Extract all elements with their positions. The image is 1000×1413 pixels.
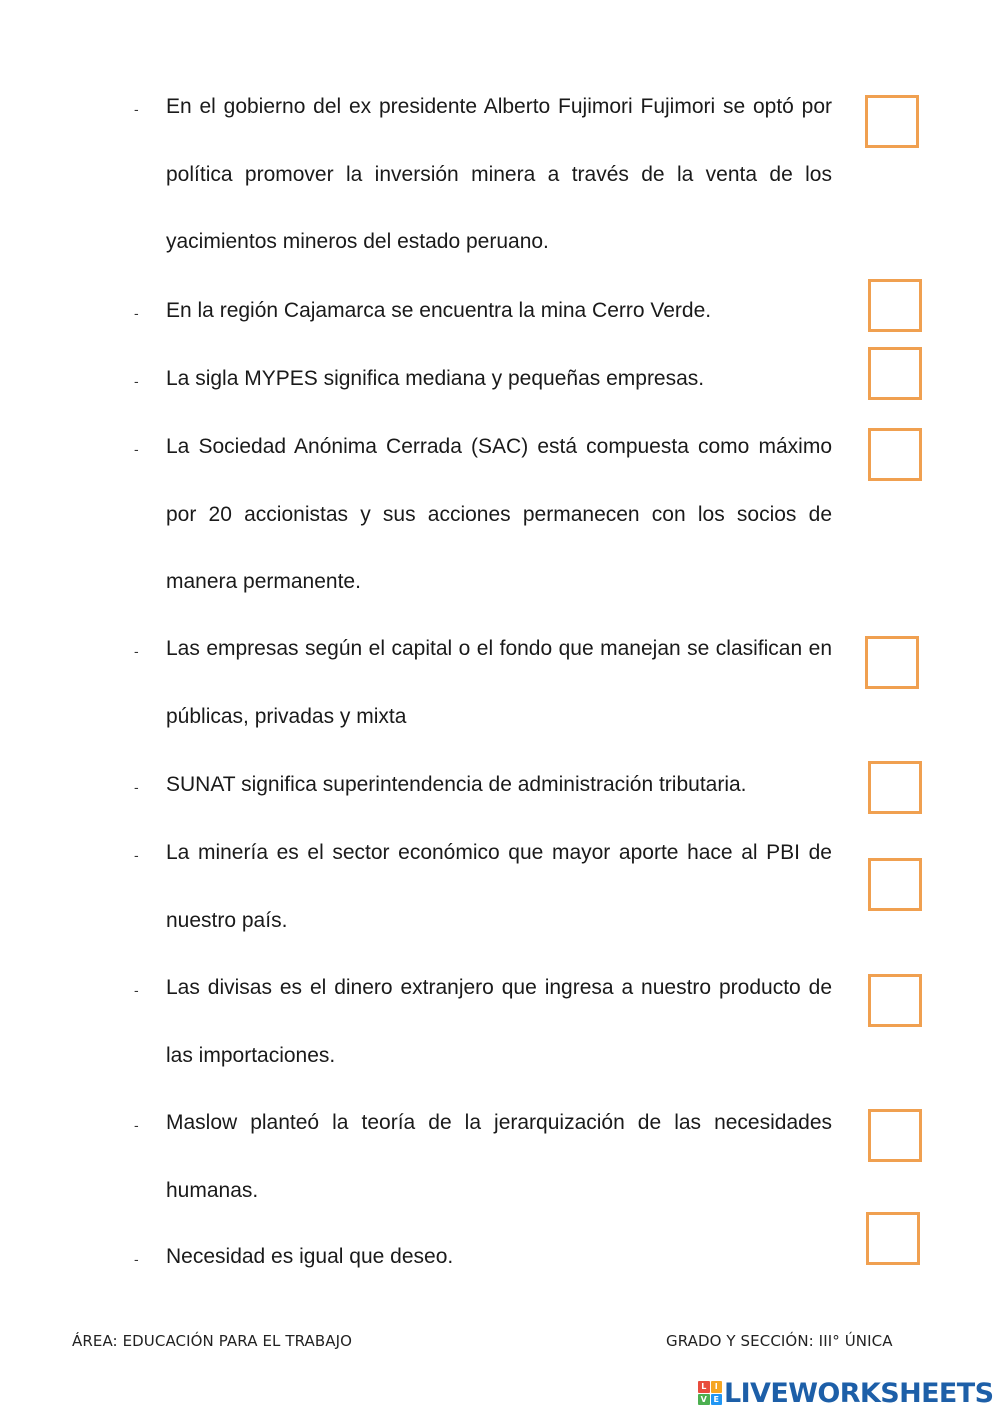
answer-box-6[interactable] xyxy=(868,761,922,814)
bullet-dash: - xyxy=(134,101,139,117)
answer-box-7[interactable] xyxy=(868,858,922,911)
logo-letter: L xyxy=(698,1381,710,1393)
bullet-dash: - xyxy=(134,1251,139,1267)
statement-6: SUNAT significa superintendencia de administración tributaria. xyxy=(166,773,747,796)
liveworksheets-logo-icon xyxy=(698,1381,722,1405)
logo-letter: E xyxy=(711,1394,723,1406)
bullet-dash: - xyxy=(134,305,139,321)
answer-box-9[interactable] xyxy=(868,1109,922,1162)
bullet-dash: - xyxy=(134,1117,139,1133)
answer-box-8[interactable] xyxy=(868,974,922,1027)
bullet-dash: - xyxy=(134,441,139,457)
statement-9: Maslow planteó la teoría de la jerarquización de las necesidades humanas. xyxy=(166,1111,832,1202)
statement-10: Necesidad es igual que deseo. xyxy=(166,1245,454,1268)
logo-letter: I xyxy=(711,1381,723,1393)
answer-box-1[interactable] xyxy=(865,95,919,148)
answer-box-5[interactable] xyxy=(865,636,919,689)
statement-2: En la región Cajamarca se encuentra la mina Cerro Verde. xyxy=(166,299,712,322)
bullet-dash: - xyxy=(134,643,139,659)
bullet-dash: - xyxy=(134,373,139,389)
statement-8: Las divisas es el dinero extranjero que ingresa a nuestro producto de las importaciones. xyxy=(166,976,832,1067)
bullet-dash: - xyxy=(134,779,139,795)
bullet-dash: - xyxy=(134,982,139,998)
statement-3: La sigla MYPES significa mediana y pequeñas empresas. xyxy=(166,367,705,390)
answer-box-10[interactable] xyxy=(866,1212,920,1265)
statement-4: La Sociedad Anónima Cerrada (SAC) está compuesta como máximo por 20 accionistas y sus acciones permanecen con los socios de manera permanente. xyxy=(166,435,832,593)
statement-5: Las empresas según el capital o el fondo que manejan se clasifican en públicas, privadas y mixta xyxy=(166,637,832,728)
bullet-dash: - xyxy=(134,847,139,863)
statement-7: La minería es el sector económico que mayor aporte hace al PBI de nuestro país. xyxy=(166,841,832,932)
answer-box-2[interactable] xyxy=(868,279,922,332)
statement-1: En el gobierno del ex presidente Alberto Fujimori Fujimori se optó por política promover la inversión minera a través de la venta de los yacimientos mineros del estado peruano. xyxy=(166,95,832,253)
footer-area: ÁREA: EDUCACIÓN PARA EL TRABAJO xyxy=(72,1332,353,1350)
brand-name: LIVEWORKSHEETS xyxy=(724,1377,994,1409)
answer-box-4[interactable] xyxy=(868,428,922,481)
answer-box-3[interactable] xyxy=(868,347,922,400)
footer-grade: GRADO Y SECCIÓN: III° ÚNICA xyxy=(666,1332,893,1350)
logo-letter: V xyxy=(698,1394,710,1406)
liveworksheets-brand xyxy=(698,1378,993,1408)
